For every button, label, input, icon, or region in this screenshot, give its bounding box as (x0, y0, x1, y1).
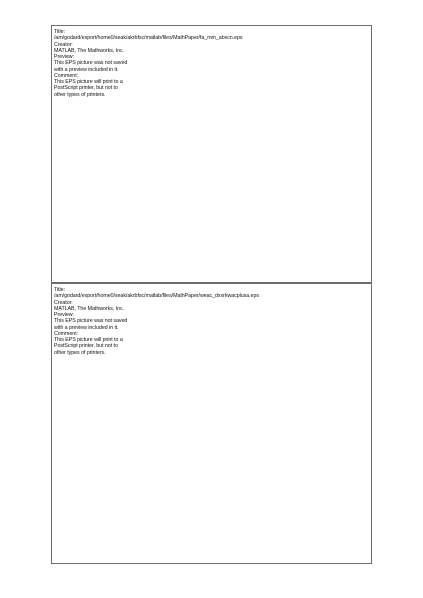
preview-line: with a preview included in it. (54, 324, 119, 331)
preview-label: Preview: (54, 312, 74, 318)
creator-value: MATLAB, The Mathworks, Inc. (54, 47, 124, 54)
creator-value: MATLAB, The Mathworks, Inc. (54, 305, 124, 312)
preview-line: This EPS picture was not saved (54, 318, 128, 325)
creator-label: Creator: (54, 299, 73, 306)
title-label: Title: (54, 29, 65, 35)
title-label: Title: (54, 287, 65, 293)
comment-line: PostScript printer, but not to (54, 343, 118, 350)
comment-line: other types of printers. (54, 349, 106, 356)
preview-line: with a preview included in it. (54, 66, 119, 73)
eps-placeholder-frame-1 (51, 25, 372, 283)
comment-line: This EPS picture will print to a (54, 79, 123, 85)
comment-line: This EPS picture will print to a (54, 337, 123, 343)
eps-info-text-1 (54, 29, 369, 98)
title-value: /am/godard/export/home0/seak/akrbfsc/matlab/files/MathPaper/fa_mm_abxcn.eps (54, 35, 243, 42)
eps-info-text-2 (54, 287, 369, 356)
preview-line: This EPS picture was not saved (54, 60, 128, 67)
comment-label: Comment: (54, 72, 79, 79)
comment-line: other types of printers. (54, 91, 106, 98)
eps-placeholder-frame-2 (51, 283, 372, 564)
preview-label: Preview: (54, 54, 74, 60)
comment-line: PostScript printer, but not to (54, 85, 118, 92)
creator-label: Creator: (54, 41, 73, 48)
title-value: /am/godard/export/home0/seak/akrbfsc/matlab/files/MathPaper/weac_dxxrkwacplusa.eps (54, 293, 259, 300)
comment-label: Comment: (54, 330, 79, 337)
